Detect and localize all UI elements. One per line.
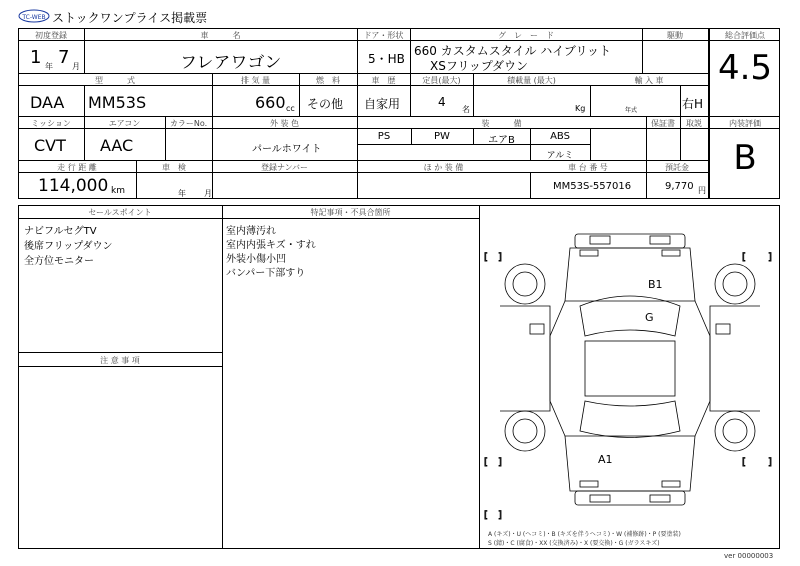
deposit-unit: 円 (698, 186, 706, 195)
equip-pw: PW (434, 131, 450, 142)
svg-text:]: ] (498, 457, 502, 468)
svg-text:]: ] (498, 510, 502, 521)
label-model: 型 式 (95, 76, 135, 85)
svg-text:[: [ (484, 252, 488, 263)
special-note-item: 外装小傷小凹 (226, 254, 286, 265)
deposit: 9,770 (665, 181, 694, 192)
label-history: 車 歴 (371, 76, 396, 85)
reg-year: 1 (30, 47, 42, 68)
label-load: 積載量 (最大) (507, 76, 556, 85)
model-prefix: DAA (30, 93, 65, 112)
label-aircon: エアコン (108, 119, 141, 128)
car-damage-diagram (480, 206, 779, 548)
label-caution: 注 意 事 項 (100, 356, 140, 365)
legend-line2: S (錆)・C (腐食)・XX (交換済み)・X (要交換)・G (ガラスキズ) (488, 540, 660, 547)
chassis-no: MM53S-557016 (553, 181, 632, 192)
label-reg-number: 登録ナンバー (260, 163, 309, 172)
history: 自家用 (364, 97, 401, 111)
sales-point-item: 後席フリップダウン (24, 241, 113, 252)
label-car-name: 車 名 (200, 31, 241, 40)
version-label: ver 00000003 (724, 552, 774, 560)
label-overall-score: 総合評価点 (725, 31, 765, 40)
label-import: 輸 入 車 (634, 76, 664, 85)
label-color-no: カラーNo. (169, 119, 208, 128)
mission: CVT (34, 136, 66, 155)
label-special-notes: 特記事項・不具合箇所 (310, 208, 391, 217)
car-name: フレアワゴン (180, 53, 282, 73)
displacement: 660 (255, 93, 286, 112)
label-mission: ミッション (31, 119, 71, 128)
svg-text:]: ] (498, 252, 502, 263)
reg-year-unit: 年 (45, 62, 53, 71)
page-title: ストックワンプライス掲載票 (52, 11, 208, 25)
grade-line2: XSフリップダウン (430, 59, 529, 73)
special-note-item: 室内薄汚れ (226, 226, 276, 237)
special-note-item: 室内内張キズ・すれ (226, 240, 316, 251)
label-capacity: 定員(最大) (422, 76, 461, 85)
label-door-shape: ドア・形状 (363, 31, 404, 40)
special-note-item: バンパー下部すり (226, 268, 306, 279)
tc-web-logo (18, 8, 50, 27)
label-displacement: 排 気 量 (240, 76, 271, 85)
load-unit: Kg (575, 104, 586, 113)
equip-ps: PS (377, 131, 391, 142)
insp-month-unit: 月 (204, 189, 212, 198)
label-other-equipment: ほ か 装 備 (423, 163, 464, 172)
insp-year-unit: 年 (178, 189, 186, 198)
label-fuel: 燃 料 (316, 76, 340, 85)
steering: 右H (682, 97, 704, 111)
svg-text:]: ] (768, 252, 772, 263)
equip-airbag: エアB (488, 135, 515, 146)
fuel: その他 (307, 97, 344, 111)
label-drive: 駆動 (667, 31, 683, 40)
mark-b1: B1 (648, 278, 663, 291)
reg-month-unit: 月 (72, 62, 80, 71)
label-mileage: 走 行 距 離 (57, 163, 97, 172)
door-shape: 5・HB (368, 52, 405, 66)
label-deposit: 預託金 (665, 163, 689, 172)
reg-month: 7 (58, 47, 70, 68)
model-year-label: 年式 (625, 107, 638, 114)
model: MM53S (88, 93, 147, 112)
equip-abs: ABS (550, 131, 570, 142)
label-chassis-no: 車 台 番 号 (568, 163, 608, 172)
sales-point-item: 全方位モニター (24, 256, 94, 267)
overall-score: 4.5 (717, 48, 773, 88)
svg-text:]: ] (768, 457, 772, 468)
sales-point-item: ナビフルセグTV (24, 226, 97, 237)
svg-text:[: [ (484, 457, 488, 468)
capacity-unit: 名 (462, 105, 470, 114)
mileage-unit: km (111, 186, 125, 196)
interior-score: B (733, 138, 757, 178)
svg-text:[: [ (742, 457, 746, 468)
label-exterior-color: 外 装 色 (269, 119, 300, 128)
label-grade: グ レ ー ド (498, 31, 554, 40)
label-interior-score: 内装評価 (729, 119, 761, 128)
displacement-unit: cc (286, 104, 295, 113)
svg-text:[: [ (742, 252, 746, 263)
logo-text: TC-WEB (22, 14, 46, 21)
label-inspection: 車 検 (162, 163, 186, 172)
svg-text:[: [ (484, 510, 488, 521)
label-equipment: 装 備 (481, 119, 522, 128)
grade-line1: 660 カスタムスタイル ハイブリット (414, 44, 611, 58)
mileage: 114,000 (38, 176, 109, 196)
aircon: AAC (100, 136, 134, 155)
label-first-reg: 初度登録 (35, 31, 67, 40)
mark-a1: A1 (598, 453, 613, 466)
label-manual: 取説 (686, 119, 702, 128)
exterior-color: パールホワイト (252, 144, 322, 155)
label-sales-point: セールスポイント (88, 208, 152, 217)
label-warranty: 保証書 (651, 119, 675, 128)
capacity: 4 (438, 95, 446, 109)
mark-g: G (645, 311, 654, 324)
legend-line1: A (キズ)・U (ヘコミ)・B (キズを伴うヘコミ)・W (補修跡)・P (要塗装) (488, 531, 681, 538)
equip-alloy: アルミ (546, 151, 574, 161)
